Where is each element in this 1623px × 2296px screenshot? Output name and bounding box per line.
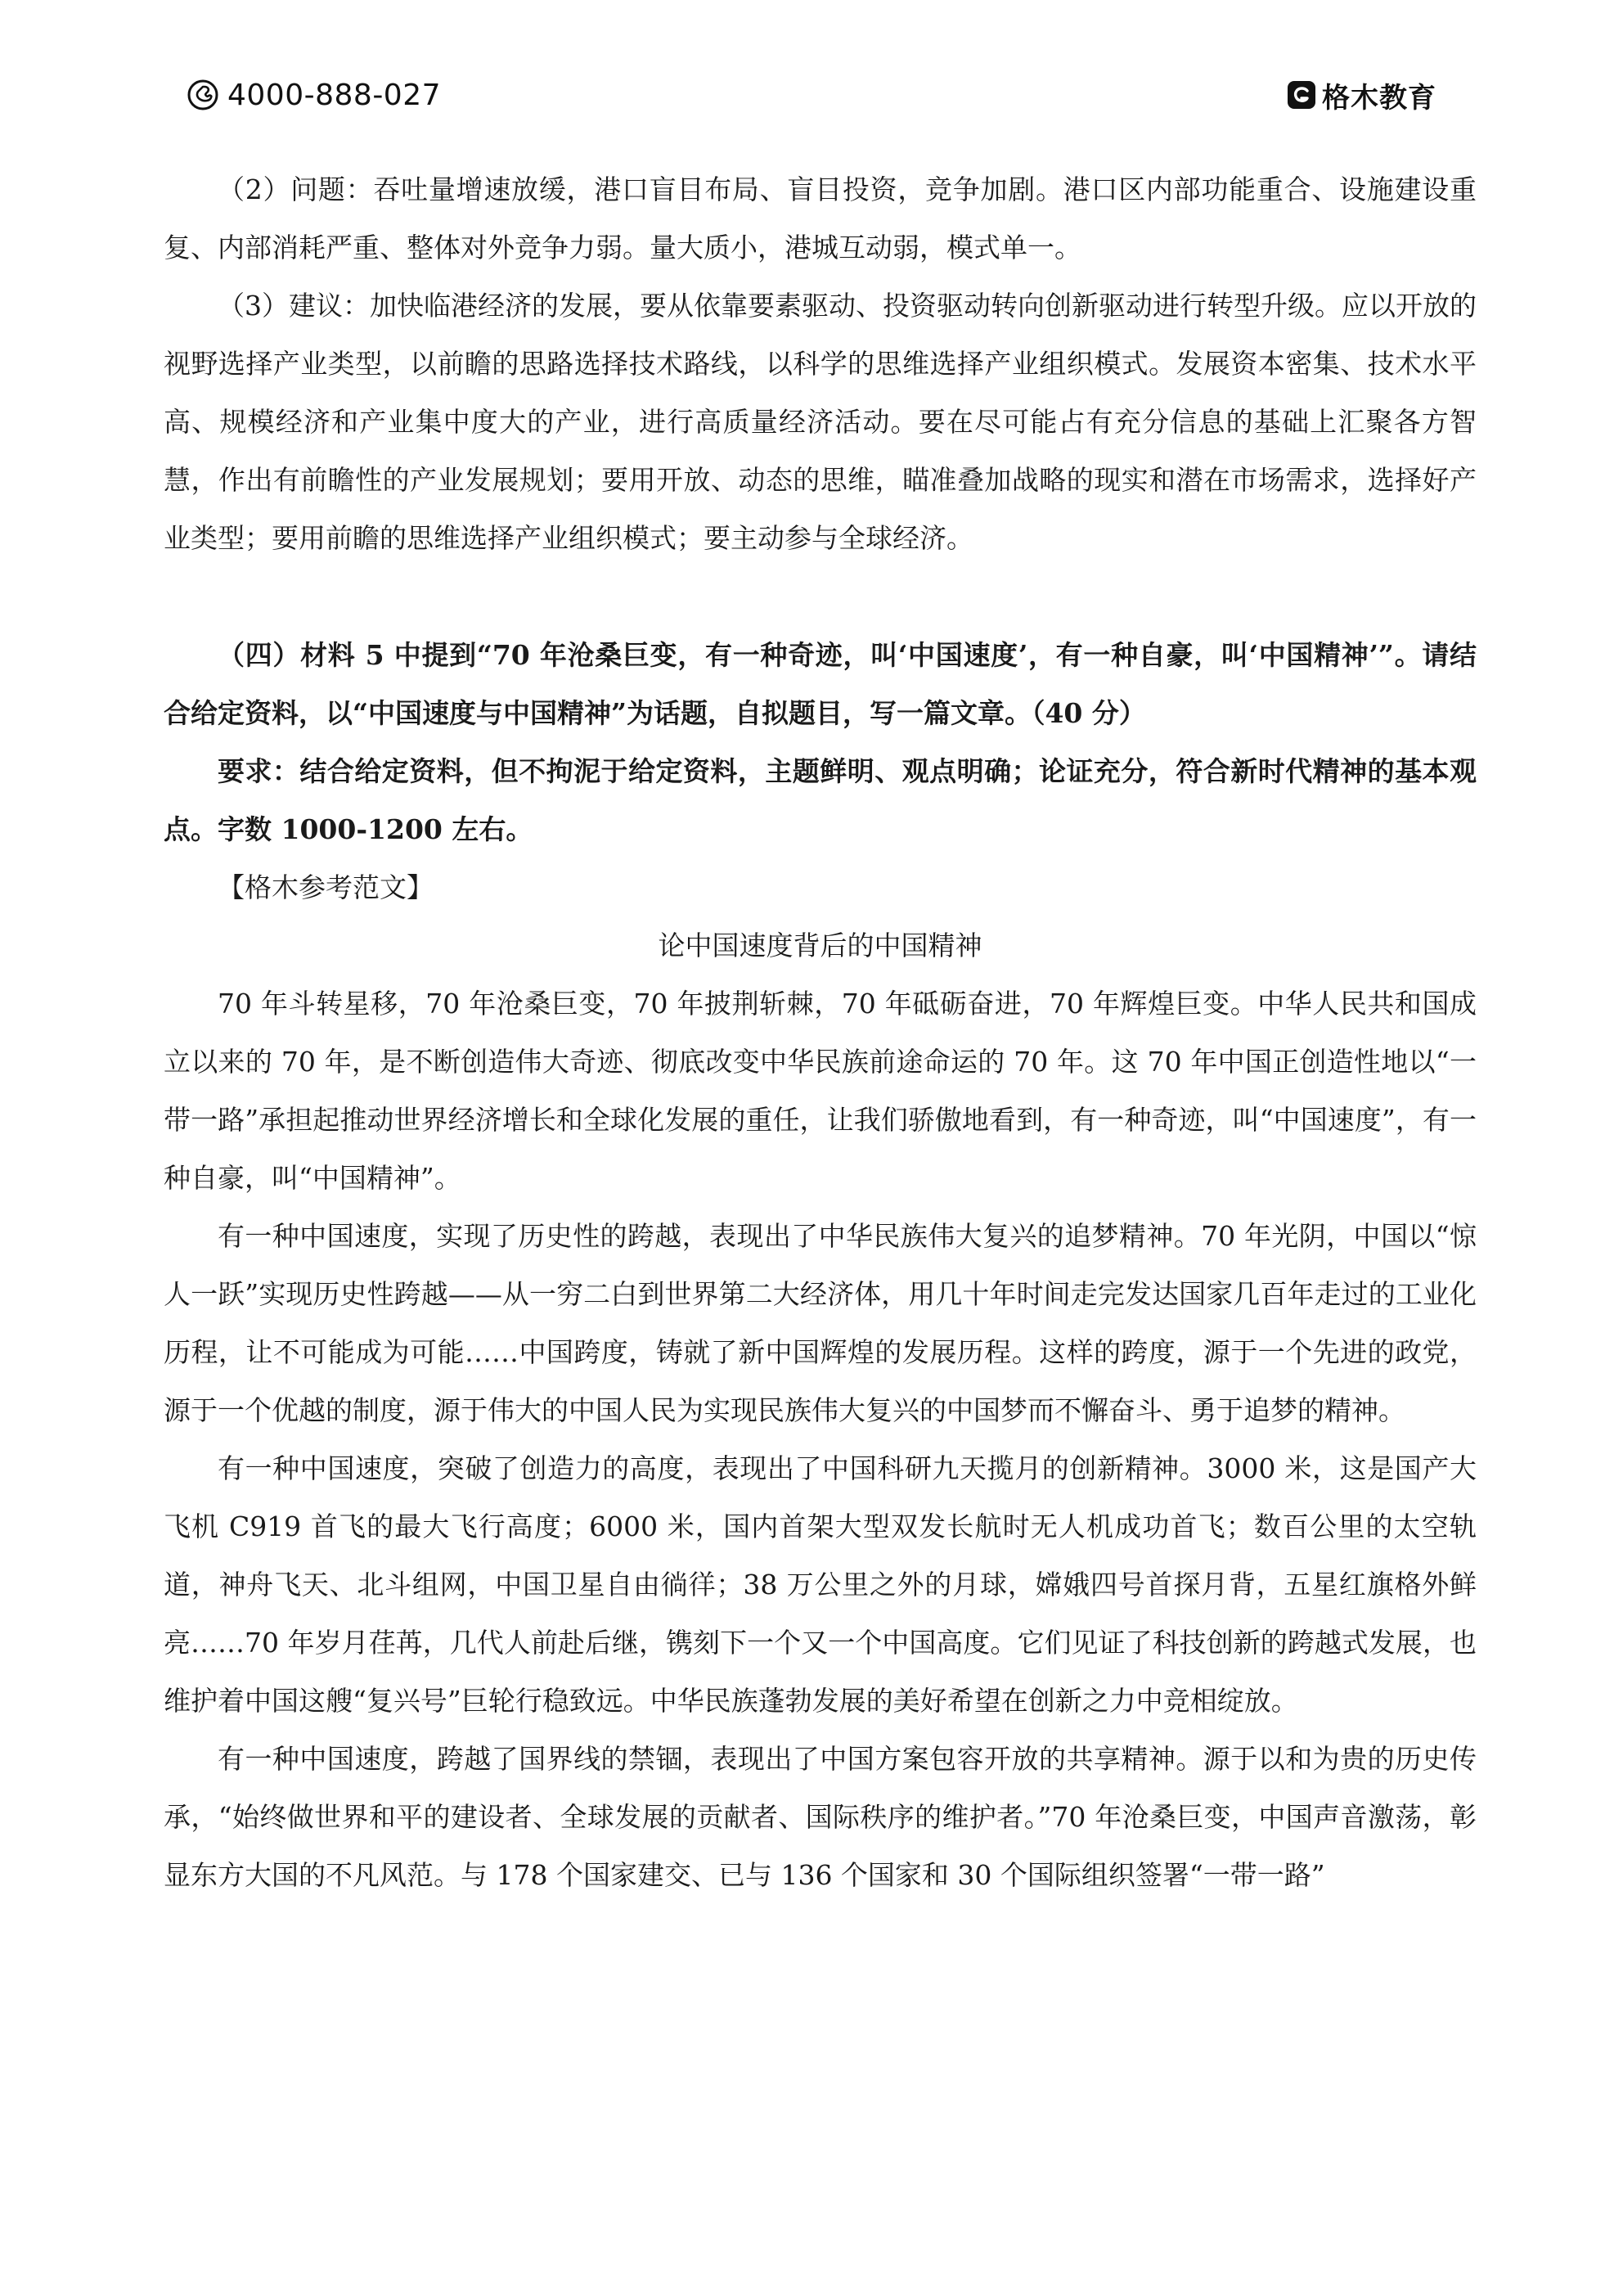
question-prompt: （四）材料 5 中提到“70 年沧桑巨变，有一种奇迹，叫‘中国速度’，有一种自豪，叫‘中国精神’”。请结合给定资料，以“中国速度与中国精神”为话题，自拟题目，写一篇文章。（40 分） bbox=[164, 639, 1477, 729]
essay-label: 【格木参考范文】 bbox=[218, 871, 434, 903]
phone-number: 4000-888-027 bbox=[227, 78, 442, 112]
page-header bbox=[187, 72, 1436, 118]
brand bbox=[1288, 75, 1436, 115]
essay-title: 论中国速度背后的中国精神 bbox=[658, 930, 982, 961]
document-body bbox=[164, 160, 1477, 1904]
brand-name: 格木教育 bbox=[1322, 81, 1436, 115]
answer-suggestion: （3）建议：加快临港经济的发展，要从依靠要素驱动、投资驱动转向创新驱动进行转型升级。应以开放的视野选择产业类型，以前瞻的思路选择技术路线，以科学的思维选择产业组织模式。发展资本密集、技术水平高、规模经济和产业集中度大的产业，进行高质量经济活动。要在尽可能占有充分信息的基础上汇聚各方智慧，作出有前瞻性的产业发展规划；要用开放、动态的思维，瞄准叠加战略的现实和潜在市场需求，选择好产业类型；要用前瞻的思维选择产业组织模式；要主动参与全球经济。 bbox=[164, 290, 1477, 554]
section-gap bbox=[164, 567, 1477, 626]
essay-paragraph: 有一种中国速度，突破了创造力的高度，表现出了中国科研九天揽月的创新精神。3000 米，这是国产大飞机 C919 首飞的最大飞行高度；6000 米，国内首架大型双发长航时无人机成功首飞；数百公里的太空轨道，神舟飞天、北斗组网，中国卫星自由徜徉；38 万公里之外的月球，嫦娥四号首探月背，五星红旗格外鲜亮……70 年岁月荏苒，几代人前赴后继，镌刻下一个又一个中国高度。它们见证了科技创新的跨越式发展，也维护着中国这艘“复兴号”巨轮行稳致远。中华民族蓬勃发展的美好希望在创新之力中竞相绽放。 bbox=[164, 1452, 1477, 1717]
essay-paragraph: 有一种中国速度，跨越了国界线的禁锢，表现出了中国方案包容开放的共享精神。源于以和为贵的历史传承，“始终做世界和平的建设者、全球发展的贡献者、国际秩序的维护者。”70 年沧桑巨变，中国声音激荡，彰显东方大国的不凡风范。与 178 个国家建交、已与 136 个国家和 30 个国际组织签署“一带一路” bbox=[164, 1743, 1477, 1891]
brand-logo-icon bbox=[1288, 81, 1315, 109]
phone-icon bbox=[187, 79, 219, 111]
answer-problem: （2）问题：吞吐量增速放缓，港口盲目布局、盲目投资，竞争加剧。港口区内部功能重合、设施建设重复、内部消耗严重、整体对外竞争力弱。量大质小，港城互动弱，模式单一。 bbox=[164, 173, 1477, 263]
essay-paragraph: 70 年斗转星移，70 年沧桑巨变，70 年披荆斩棘，70 年砥砺奋进，70 年辉煌巨变。中华人民共和国成立以来的 70 年，是不断创造伟大奇迹、彻底改变中华民族前途命运的 70 年。这 70 年中国正创造性地以“一带一路”承担起推动世界经济增长和全球化发展的重任，让我们骄傲地看到，有一种奇迹，叫“中国速度”，有一种自豪，叫“中国精神”。 bbox=[164, 988, 1477, 1194]
hotline bbox=[187, 79, 441, 112]
question-requirement: 要求：结合给定资料，但不拘泥于给定资料，主题鲜明、观点明确；论证充分，符合新时代精神的基本观点。字数 1000-1200 左右。 bbox=[164, 755, 1477, 845]
essay-paragraph: 有一种中国速度，实现了历史性的跨越，表现出了中华民族伟大复兴的追梦精神。70 年光阴，中国以“惊人一跃”实现历史性跨越——从一穷二白到世界第二大经济体，用几十年时间走完发达国家几百年走过的工业化历程，让不可能成为可能……中国跨度，铸就了新中国辉煌的发展历程。这样的跨度，源于一个先进的政党，源于一个优越的制度，源于伟大的中国人民为实现民族伟大复兴的中国梦而不懈奋斗、勇于追梦的精神。 bbox=[164, 1220, 1477, 1426]
